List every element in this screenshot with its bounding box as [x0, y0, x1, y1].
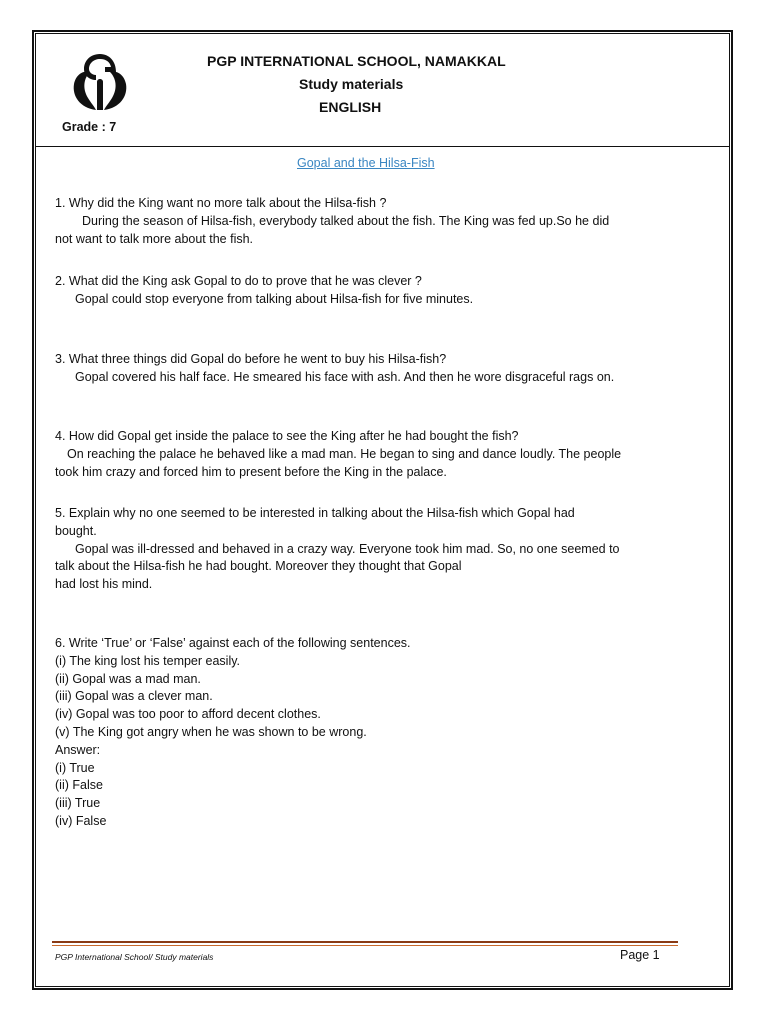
answer-label: Answer:: [55, 742, 101, 757]
answer-item: (iii) True: [55, 796, 101, 811]
answer-2-line-1: Gopal could stop everyone from talking about Hilsa-fish for five minutes.: [75, 291, 474, 306]
list-item: (iv) Gopal was too poor to afford decent clothes.: [55, 707, 321, 722]
question-2-block: [55, 273, 700, 309]
header-divider: [36, 146, 730, 147]
answer-4-line-2: took him crazy and forced him to present before the King in the palace.: [55, 464, 447, 479]
header-subtitle: Study materials: [299, 76, 404, 92]
answer-item: (ii) False: [55, 778, 103, 793]
answer-1-line-1: During the season of Hilsa-fish, everybody talked about the fish. The King was fed up.So he did: [82, 213, 610, 228]
school-logo-icon: [62, 48, 138, 116]
question-1-block: [55, 195, 700, 248]
list-item: (v) The King got angry when he was shown to be wrong.: [55, 724, 367, 739]
answer-item: (iv) False: [55, 813, 107, 828]
subject-label: ENGLISH: [319, 99, 382, 115]
question-3: 3. What three things did Gopal do before he went to buy his Hilsa-fish?: [55, 352, 447, 366]
question-6-block: [55, 635, 700, 831]
question-4-block: [55, 428, 700, 481]
footer-rule: [52, 941, 678, 943]
document-title: Gopal and the Hilsa-Fish: [297, 156, 435, 170]
list-item: (i) The king lost his temper easily.: [55, 653, 241, 668]
answer-3-line-1: Gopal covered his half face. He smeared his face with ash. And then he wore disgraceful rags on.: [75, 369, 615, 384]
question-4: 4. How did Gopal get inside the palace to see the King after he had bought the fish?: [55, 429, 519, 443]
school-name: PGP INTERNATIONAL SCHOOL, NAMAKKAL: [207, 53, 506, 69]
footer-text: PGP International School/ Study materials: [55, 952, 214, 962]
page-number: Page 1: [620, 948, 660, 962]
question-6: 6. Write ‘True’ or ‘False’ against each of the following sentences.: [55, 636, 411, 650]
answer-5-line-3: had lost his mind.: [55, 577, 153, 592]
list-item: (iii) Gopal was a clever man.: [55, 689, 213, 704]
answer-5-line-2: talk about the Hilsa-fish he had bought. Moreover they thought that Gopal: [55, 559, 462, 574]
question-2: 2. What did the King ask Gopal to do to prove that he was clever ?: [55, 274, 422, 288]
answer-1-line-2: not want to talk more about the fish.: [55, 231, 254, 246]
question-5-block: [55, 505, 700, 594]
question-5-line-1: 5. Explain why no one seemed to be interested in talking about the Hilsa-fish which Gopal had: [55, 506, 575, 520]
question-1: 1. Why did the King want no more talk about the Hilsa-fish ?: [55, 196, 387, 210]
answer-item: (i) True: [55, 760, 95, 775]
footer-rule-thin: [52, 945, 678, 946]
question-5-line-2: bought.: [55, 523, 97, 538]
answer-4-line-1: On reaching the palace he behaved like a mad man. He began to sing and dance loudly. The people: [67, 446, 622, 461]
question-3-block: [55, 351, 700, 387]
grade-label: Grade : 7: [62, 120, 117, 134]
answer-5-line-1: Gopal was ill-dressed and behaved in a crazy way. Everyone took him mad. So, no one seemed to: [75, 541, 620, 556]
list-item: (ii) Gopal was a mad man.: [55, 671, 201, 686]
